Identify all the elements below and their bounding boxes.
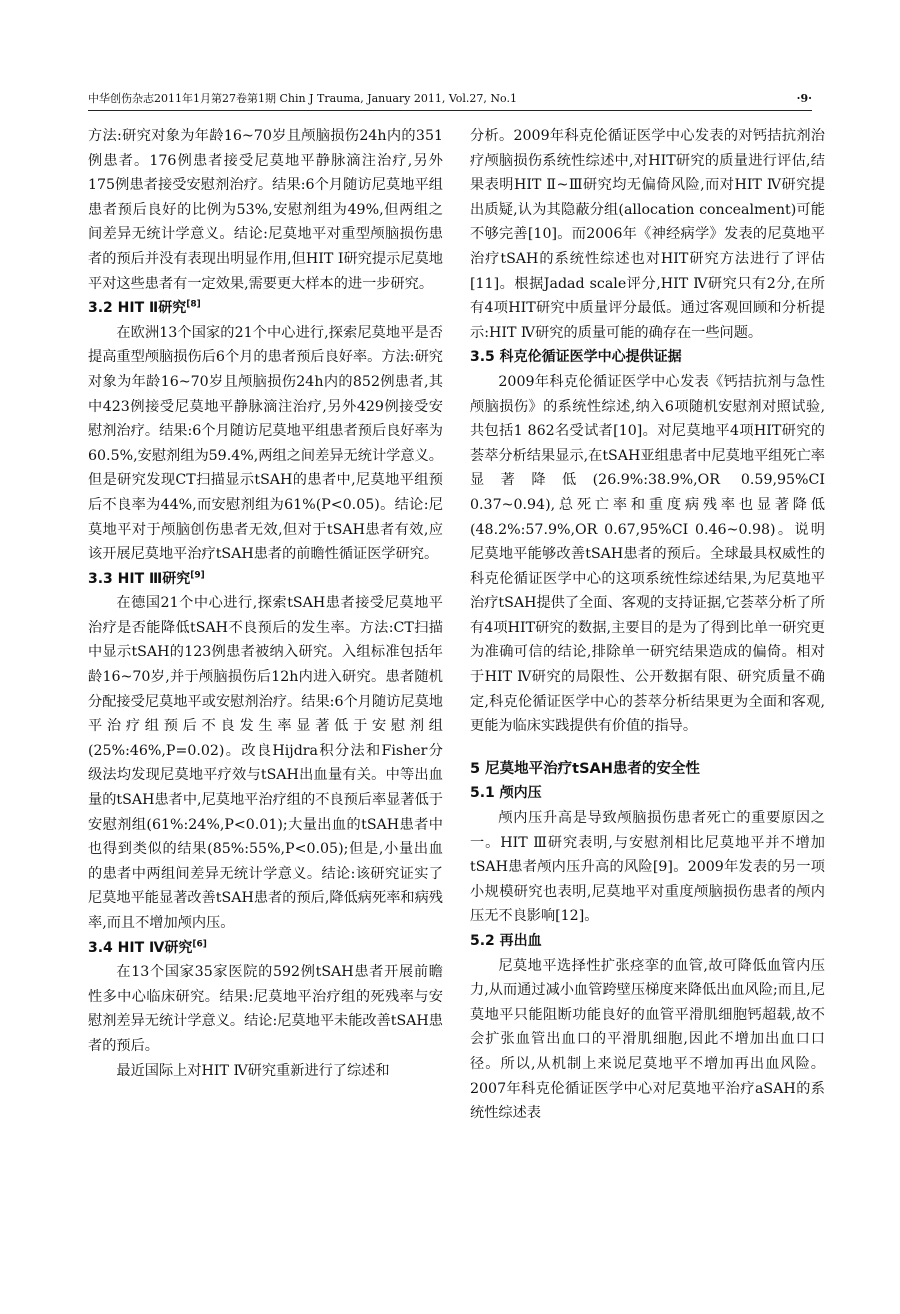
left-column	[88, 124, 443, 1083]
citation-ref: [9]	[190, 570, 205, 581]
section-heading-text: 5.2 再出血	[470, 933, 542, 949]
body-paragraph: 最近国际上对HIT Ⅳ研究重新进行了综述和	[116, 1062, 390, 1079]
section-heading-text: 3.4 HIT Ⅳ研究	[88, 939, 193, 956]
section-heading-text: 3.3 HIT Ⅲ研究	[88, 570, 191, 587]
body-paragraph: 方法:研究对象为年龄16~70岁且颅脑损伤24h内的351例患者。176例患者接受尼莫地平静脉滴注治疗,另外175例患者接受安慰剂治疗。结果:6个月随访尼莫地平组患者预后良好的比例为53%,安慰剂组为49%,但两组之间差异无统计学意义。结论:尼莫地平对重型颅脑损伤患者的预后并没有表现出明显作用,但HIT Ⅰ研究提示尼莫地平对这些患者有一定效果,需要更大样本的进一步研究。	[88, 128, 443, 292]
citation-ref: [6]	[192, 938, 207, 949]
page-number: ·9·	[796, 92, 812, 105]
section-heading	[88, 296, 443, 321]
running-header	[88, 90, 812, 111]
section-heading	[88, 567, 443, 592]
body-paragraph: 在13个国家35家医院的592例tSAH患者开展前瞻性多中心临床研究。结果:尼莫地平治疗组的死残率与安慰剂差异无统计学意义。结论:尼莫地平未能改善tSAH患者的预后。	[88, 964, 443, 1054]
citation-ref: [8]	[186, 299, 201, 310]
body-paragraph: 颅内压升高是导致颅脑损伤患者死亡的重要原因之一。HIT Ⅲ研究表明,与安慰剂相比尼莫地平并不增加tSAH患者颅内压升高的风险[9]。2009年发表的另一项小规模研究也表明,尼莫地平对重度颅脑损伤患者的颅内压无不良影响[12]。	[470, 810, 825, 925]
section-heading-text: 3.2 HIT Ⅱ研究	[88, 300, 187, 317]
section-heading	[470, 345, 825, 370]
section-heading-text: 5.1 颅内压	[470, 785, 542, 802]
chapter-heading: 5 尼莫地平治疗tSAH患者的安全性	[470, 760, 700, 777]
body-paragraph: 在德国21个中心进行,探索tSAH患者接受尼莫地平治疗是否能降低tSAH不良预后的发生率。方法:CT扫描中显示tSAH的123例患者被纳入研究。入组标准包括年龄16~70岁,并于颅脑损伤后12h内进入研究。患者随机分配接受尼莫地平或安慰剂治疗。结果:6个月随访尼莫地平治疗组预后不良发生率显著低于安慰剂组(25%:46%,P=0.02)。改良Hijdra积分法和Fisher分级法均发现尼莫地平疗效与tSAH出血量有关。中等出血量的tSAH患者中,尼莫地平治疗组的不良预后率显著低于安慰剂组(61%:24%,P<0.01);大量出血的tSAH患者中也得到类似的结果(85%:55%,P<0.05);但是,小量出血的患者中两组间差异无统计学意义。结论:该研究证实了尼莫地平能显著改善tSAH患者的预后,降低病死率和病残率,而且不增加颅内压。	[88, 595, 443, 931]
body-paragraph: 2009年科克伦循证医学中心发表《钙拮抗剂与急性颅脑损伤》的系统性综述,纳入6项随机安慰剂对照试验,共包括1 862名受试者[10]。对尼莫地平4项HIT研究的荟萃分析结果显示,在tSAH亚组患者中尼莫地平组死亡率显著降低(26.9%:38.9%,OR 0.59,95%CI 0.37~0.94),总死亡率和重度病残率也显著降低(48.2%:57.9%,OR 0.67,95%CI 0.46~0.98)。说明尼莫地平能够改善tSAH患者的预后。全球最具权威性的科克伦循证医学中心的这项系统性综述结果,为尼莫地平治疗tSAH提供了全面、客观的支持证据,它荟萃分析了所有4项HIT研究的数据,主要目的是为了得到比单一研究更为准确可信的结论,排除单一研究结果造成的偏倚。相对于HIT Ⅳ研究的局限性、公开数据有限、研究质量不确定,科克伦循证医学中心的荟萃分析结果更为全面和客观,更能为临床实践提供有价值的指导。	[470, 373, 825, 735]
right-column	[470, 124, 825, 1126]
section-heading	[470, 929, 825, 954]
body-paragraph: 在欧洲13个国家的21个中心进行,探索尼莫地平是否提高重型颅脑损伤后6个月的患者预后良好率。方法:研究对象为年龄16~70岁且颅脑损伤24h内的852例患者,其中423例接受尼莫地平静脉滴注治疗,另外429例接受安慰剂治疗。结果:6个月随访尼莫地平组患者预后良好率为60.5%,安慰剂组为59.4%,两组之间差异无统计学意义。但是研究发现CT扫描显示tSAH的患者中,尼莫地平组预后不良率为44%,而安慰剂组为61%(P<0.05)。结论:尼莫地平对于颅脑创伤患者无效,但对于tSAH患者有效,应该开展尼莫地平治疗tSAH患者的前瞻性循证医学研究。	[88, 324, 443, 563]
section-heading	[88, 936, 443, 961]
body-paragraph: 分析。2009年科克伦循证医学中心发表的对钙拮抗剂治疗颅脑损伤系统性综述中,对HIT研究的质量进行评估,结果表明HIT Ⅱ~Ⅲ研究均无偏倚风险,而对HIT Ⅳ研究提出质疑,认为其隐蔽分组(allocation concealment)可能不够完善[10]。而2006年《神经病学》发表的尼莫地平治疗tSAH的系统性综述也对HIT研究方法进行了评估[11]。根据Jadad scale评分,HIT Ⅳ研究只有2分,在所有4项HIT研究中质量评分最低。通过客观回顾和分析提示:HIT Ⅳ研究的质量可能的确存在一些问题。	[470, 128, 825, 341]
section-heading	[470, 781, 825, 806]
journal-citation: 中华创伤杂志2011年1月第27卷第1期 Chin J Trauma, January 2011, Vol.27, No.1	[88, 92, 517, 105]
body-paragraph: 尼莫地平选择性扩张痉挛的血管,故可降低血管内压力,从而通过减小血管跨壁压梯度来降低出血风险;而且,尼莫地平只能阻断功能良好的血管平滑肌细胞钙超载,故不会扩张血管出血口的平滑肌细胞,因此不增加出血口口径。所以,从机制上来说尼莫地平不增加再出血风险。2007年科克伦循证医学中心对尼莫地平治疗aSAH的系统性综述表	[470, 957, 825, 1122]
section-heading-text: 3.5 科克伦循证医学中心提供证据	[470, 349, 682, 366]
